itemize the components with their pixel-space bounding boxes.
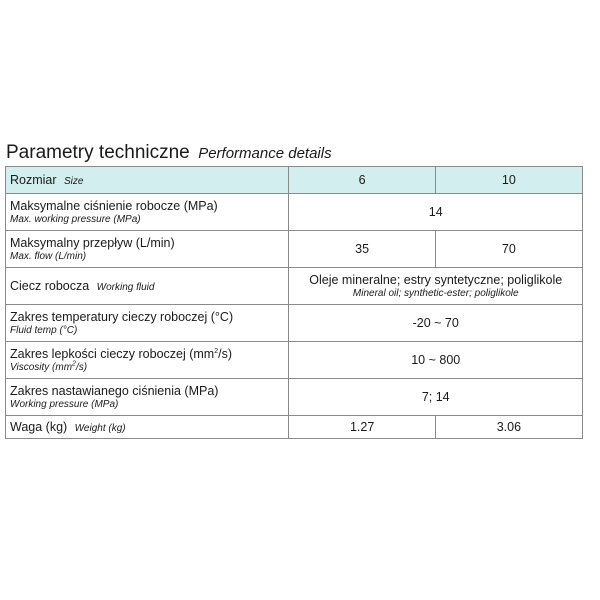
weight-size-6: 1.27: [289, 416, 435, 439]
label-pl: Maksymalny przepływ (L/min): [10, 235, 175, 250]
weight-size-10: 3.06: [435, 416, 582, 439]
size-label-en: Size: [64, 176, 84, 187]
label-en: Max. flow (L/min): [10, 250, 87, 262]
label-en: Working fluid: [96, 282, 155, 293]
table-row-weight: [6, 416, 583, 439]
size-10-cell: 10: [435, 167, 582, 194]
row-label: [6, 268, 289, 305]
heading-polish: Parametry techniczne: [6, 142, 190, 163]
label-pl: Zakres lepkości cieczy roboczej $(mm^2/s)$: [10, 346, 233, 361]
working-fluid-pl: Oleje mineralne; estry syntetyczne; poliglikole: [309, 273, 563, 287]
table-row-working-fluid: [6, 268, 583, 305]
table-row-working-pressure: [6, 379, 583, 416]
table-row-viscosity: [6, 342, 583, 379]
table-row-max-flow: [6, 231, 583, 268]
label-pl: Zakres nastawianego ciśnienia (MPa): [10, 383, 219, 398]
fluid-temp-value: -20 ~ 70: [289, 305, 583, 342]
working-fluid-en: Mineral oil; synthetic-ester; poliglikole: [352, 288, 519, 299]
working-pressure-value: 7; 14: [289, 379, 583, 416]
row-label: [6, 194, 289, 231]
label-pl: Ciecz robocza: [10, 279, 90, 293]
size-label-pl: Rozmiar: [10, 173, 57, 187]
working-fluid-value: [289, 268, 583, 305]
label-en: Working pressure (MPa): [10, 398, 119, 410]
row-label: [6, 231, 289, 268]
label-pl: Zakres temperatury cieczy roboczej (°C): [10, 309, 234, 324]
label-en: Weight (kg): [74, 423, 126, 434]
table-row-fluid-temp: [6, 305, 583, 342]
performance-table: [5, 166, 583, 439]
size-label-cell: [6, 167, 289, 194]
row-label: [6, 416, 289, 439]
row-label: [6, 342, 289, 379]
label-pl: Maksymalne ciśnienie robocze (MPa): [10, 198, 218, 213]
row-label: [6, 379, 289, 416]
max-pressure-value: 14: [289, 194, 583, 231]
max-flow-size-10: 70: [435, 231, 582, 268]
label-en: Viscosity $(mm^2/s)$: [10, 360, 88, 373]
label-en: Fluid temp (°C): [10, 324, 78, 336]
row-label: [6, 305, 289, 342]
label-pl: Waga (kg): [10, 420, 68, 434]
viscosity-value: 10 ~ 800: [289, 342, 583, 379]
section-heading: [6, 142, 332, 164]
table-header-row: [6, 167, 583, 194]
heading-english: Performance details: [198, 145, 332, 162]
max-flow-size-6: 35: [289, 231, 435, 268]
size-6-cell: 6: [289, 167, 435, 194]
table-row-max-pressure: [6, 194, 583, 231]
label-en: Max. working pressure (MPa): [10, 213, 141, 225]
